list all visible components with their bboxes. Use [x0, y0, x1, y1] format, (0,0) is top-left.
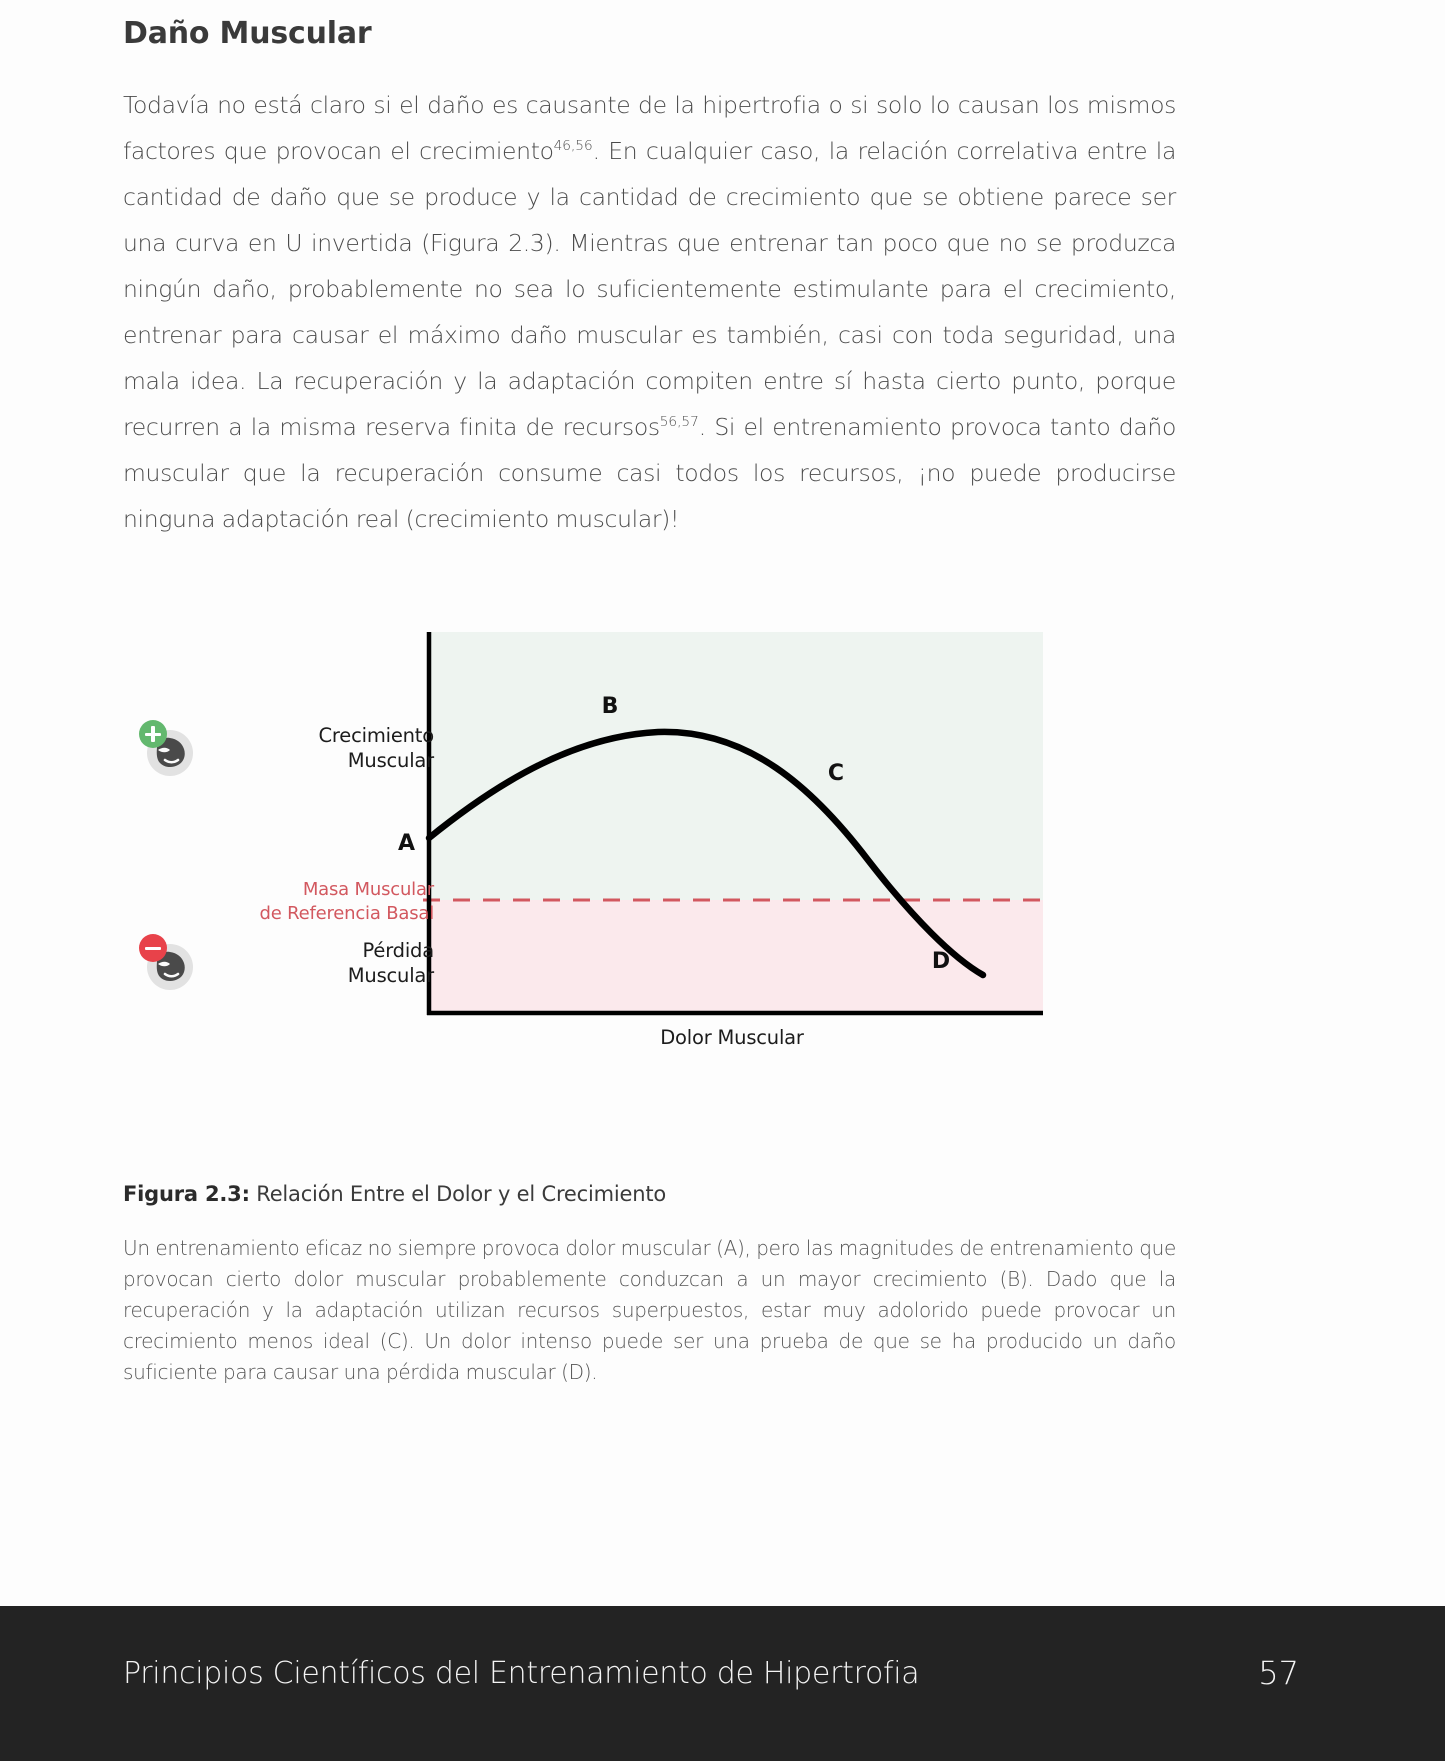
point-label-d: D [931, 949, 951, 974]
baseline-label-line-1: Masa Muscular [302, 879, 434, 900]
baseline-label [181, 878, 434, 925]
loss-label-line-1: Pérdida [362, 939, 434, 962]
page-title: Daño Muscular [123, 16, 372, 51]
growth-zone-label [181, 723, 434, 773]
figure-caption-text: Relación Entre el Dolor y el Crecimiento [249, 1182, 667, 1206]
loss-label-line-2: Muscular [347, 964, 434, 987]
point-label-c: C [827, 761, 845, 786]
growth-label-line-1: Crecimiento [318, 724, 434, 747]
growth-zone [429, 632, 1043, 900]
baseline-label-line-2: de Referencia Basal [259, 902, 434, 924]
page-content [123, 0, 1176, 1388]
figure-caption-body: Un entrenamiento eficaz no siempre provoca dolor muscular (A), pero las magnitudes de entrenamiento que provocan cierto dolor muscular probablemente conduzcan a un mayor crecimiento (B). Dado que la recuperación y la adaptación utilizan recursos superpuestos, estar muy adolorido puede provocar un crecimiento menos ideal (C). Un dolor intenso puede ser una prueba de que se ha producido un daño suficiente para causar una pérdida muscular (D). [123, 1236, 1176, 1384]
footer-book-title: Principios Científicos del Entrenamiento de Hipertrofia [123, 1656, 920, 1691]
footer-page-number: 57 [1258, 1654, 1299, 1692]
body-paragraph [123, 52, 1176, 542]
minus-badge [139, 934, 167, 962]
paragraph-part-3: . Si el entrenamiento provoca tanto daño muscular que la recuperación consume casi todos los recursos, ¡no puede producirse ninguna adaptación real (crecimiento muscular)! [123, 413, 1176, 533]
paragraph-part-2: . En cualquier caso, la relación correlativa entre la cantidad de daño que se produce y la cantidad de crecimiento que se obtiene parece ser una curva en U invertida (Figura 2.3). Mientras que entrenar tan poco que no se produzca ningún daño, probablemente no sea lo suficientemente estimulante para el crecimiento, entrenar para causar el máximo daño muscular es también, casi con toda seguridad, una mala idea. La recuperación y la adaptación compiten entre sí hasta cierto punto, porque recurren a la misma reserva finita de recursos [123, 137, 1176, 441]
loss-zone [429, 900, 1043, 1013]
figure-caption-label: Figura 2.3: [123, 1182, 250, 1206]
citation-ref-2: 56,57 [659, 414, 699, 431]
loss-zone-label [181, 938, 434, 988]
figure-caption-title [123, 1068, 1176, 1206]
citation-ref-1: 46,56 [553, 138, 593, 155]
point-label-a: A [397, 831, 415, 856]
x-axis-label: Dolor Muscular [660, 1026, 804, 1049]
point-label-b: B [601, 694, 619, 719]
paragraph-part-1: Todavía no está claro si el daño es causante de la hipertrofia o si solo lo causan los mismos factores que provocan el crecimiento [123, 91, 1176, 165]
page-footer [0, 1606, 1445, 1761]
figure-2-3 [123, 628, 1176, 1068]
plus-badge [139, 720, 167, 748]
growth-label-line-2: Muscular [347, 749, 434, 772]
